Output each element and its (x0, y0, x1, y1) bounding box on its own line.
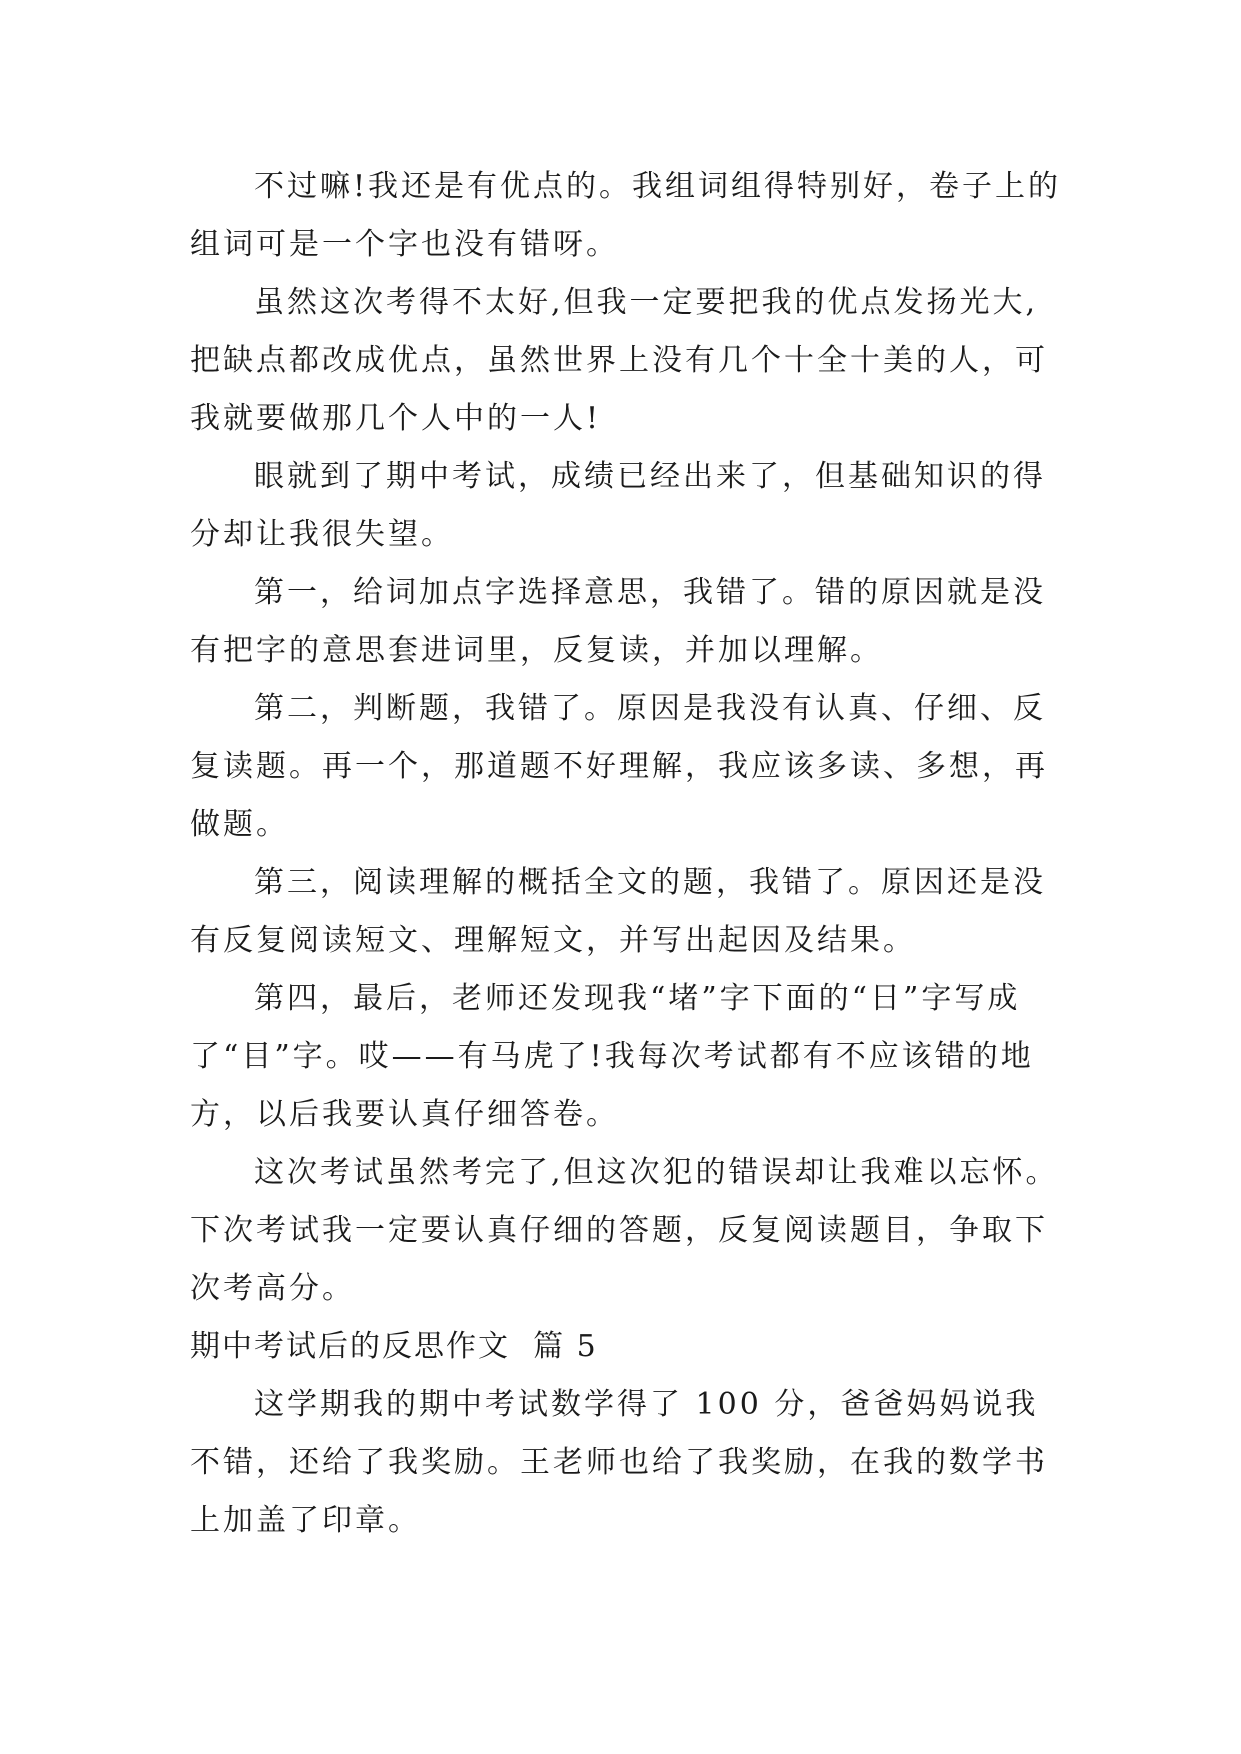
paragraph-strengths: 不过嘛!我还是有优点的。我组词组得特别好，卷子上的组词可是一个字也没有错呀。 (190, 169, 1062, 262)
paragraph-mistake-4: 第四，最后，老师还发现我“堵”字下面的“日”字写成了“目”字。哎——有马虎了!我每次考试都有不应该错的地方，以后我要认真仔细答卷。 (190, 981, 1034, 1132)
paragraph-resolve: 虽然这次考得不太好,但我一定要把我的优点发扬光大,把缺点都改成优点，虽然世界上没有几个十全十美的人，可我就要做那几个人中的一人! (190, 285, 1048, 436)
paragraph-essay5-intro: 这学期我的期中考试数学得了 100 分，爸爸妈妈说我不错，还给了我奖励。王老师也给了我奖励，在我的数学书上加盖了印章。 (190, 1387, 1048, 1538)
paragraph-mistake-2: 第二，判断题，我错了。原因是我没有认真、仔细、反复读题。再一个，那道题不好理解，我应该多读、多想，再做题。 (190, 691, 1048, 842)
section-heading: 期中考试后的反思作文 篇 5 (190, 1329, 598, 1364)
document-body (190, 158, 1070, 1550)
paragraph-mistake-3: 第三，阅读理解的概括全文的题，我错了。原因还是没有反复阅读短文、理解短文，并写出起因及结果。 (190, 865, 1046, 958)
paragraph-mistake-1: 第一，给词加点字选择意思，我错了。错的原因就是没有把字的意思套进词里，反复读，并加以理解。 (190, 575, 1046, 668)
paragraph-conclusion: 这次考试虽然考完了,但这次犯的错误却让我难以忘怀。下次考试我一定要认真仔细的答题，反复阅读题目，争取下次考高分。 (190, 1155, 1059, 1306)
paragraph-disappointment: 眼就到了期中考试，成绩已经出来了，但基础知识的得分却让我很失望。 (190, 459, 1046, 552)
